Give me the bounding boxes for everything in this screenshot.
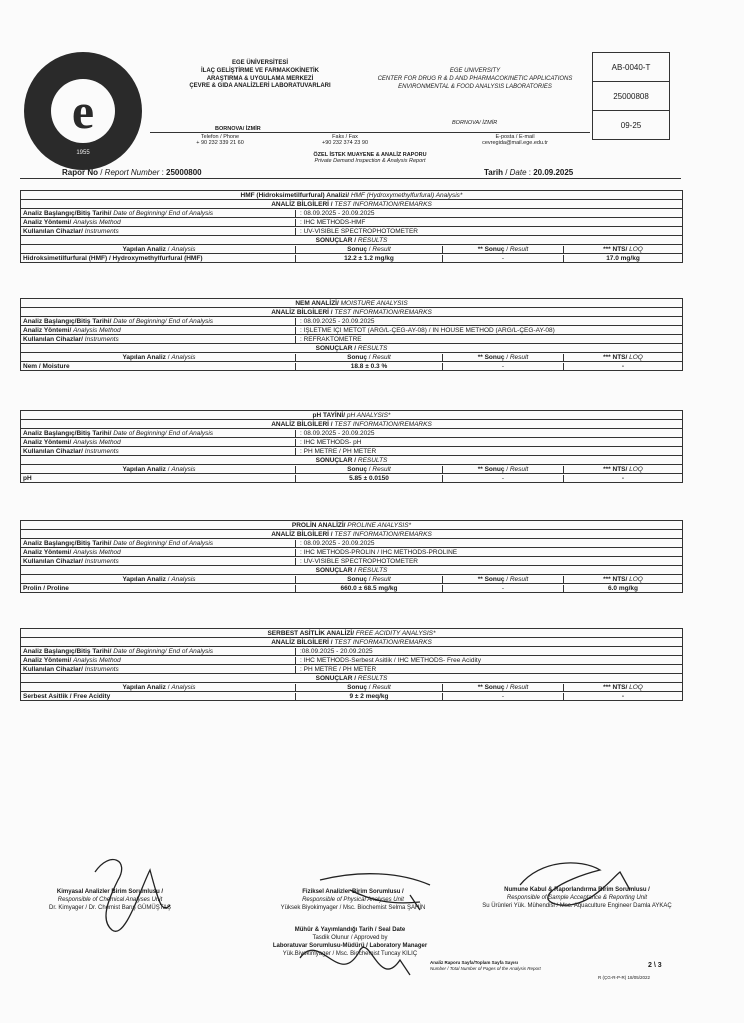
date-row: Analiz Başlangıç/Bitiş Tarihi/ Date of Beginning/ End of Analysis : 08.09.2025 - 20.09.2025 <box>21 429 682 438</box>
info-header: ANALİZ BİLGİLERİ / TEST INFORMATION/REMARKS <box>21 420 682 429</box>
page-number: 2 \ 3 <box>648 962 662 969</box>
results-column-header: Yapılan Analiz / Analysis Sonuç / Result ** Sonuç / Result *** NTS/ LOQ <box>21 575 682 584</box>
result-row: Prolin / Proline 660.0 ± 68.5 mg/kg - 6.0 mg/kg <box>21 584 682 592</box>
signature-scribble-4 <box>300 947 410 975</box>
results-header: SONUÇLAR / RESULTS <box>21 236 682 245</box>
method-row: Analiz Yöntemi/ Analysis Method : IHC METHODS-Serbest Asitlik / IHC METHODS- Free Acidity <box>21 656 682 665</box>
result-row: Serbest Asitlik / Free Acidity 9 ± 2 meq/kg - - <box>21 692 682 700</box>
report-title: ÖZEL İSTEK MUAYENE & ANALİZ RAPORU Private Demand Inspection & Analysis Report <box>313 152 427 164</box>
header-turkish: EGE ÜNİVERSİTESİ İLAÇ GELİŞTİRME VE FARMAKOKİNETİK ARAŞTIRMA & UYGULAMA MERKEZİ ÇEVRE & GIDA ANALİZLERİ LABORATUVARLARI <box>189 60 331 90</box>
city-tr: BORNOVA/ İZMİR <box>215 126 261 132</box>
method-row: Analiz Yöntemi/ Analysis Method : IHC METHODS-PROLİN / IHC METHODS-PROLINE <box>21 548 682 557</box>
section-title: SERBEST ASİTLİK ANALİZİ/ FREE ACIDITY ANALYSIS* <box>21 629 682 638</box>
signature-scribble-2 <box>320 874 430 910</box>
method-row: Analiz Yöntemi/ Analysis Method : IHC METHODS- pH <box>21 438 682 447</box>
signature-scribble-1 <box>95 860 170 932</box>
result-row: Nem / Moisture 18.8 ± 0.3 % - - <box>21 362 682 370</box>
results-column-header: Yapılan Analiz / Analysis Sonuç / Result ** Sonuç / Result *** NTS/ LOQ <box>21 353 682 362</box>
result-row: Hidroksimetilfurfural (HMF) / Hydroxymethylfurfural (HMF) 12.2 ± 1.2 mg/kg - 17.0 mg/kg <box>21 254 682 262</box>
results-header: SONUÇLAR / RESULTS <box>21 674 682 683</box>
instrument-row: Kullanılan Cihazlar/ Instruments : REFRAKTOMETRE <box>21 335 682 344</box>
form-footer-code: R (ÇG-R-P-R) 18/05/2022 <box>598 975 651 980</box>
approval-seal-text: Mühür & Yayımlandığı Tarih / Seal Date Tasdik Olunur / Approved by Laboratuvar Sorumlusu-Müdürü / Laboratory Manager Yük.Biyokimyager / Msc. Biochemist Tuncay KILIÇ <box>272 927 428 958</box>
instrument-row: Kullanılan Cihazlar/ Instruments : PH METRE / PH METER <box>21 447 682 456</box>
date-row: Analiz Başlangıç/Bitiş Tarihi/ Date of Beginning/ End of Analysis :08.09.2025 - 20.09.2025 <box>21 647 682 656</box>
info-header: ANALİZ BİLGİLERİ / TEST INFORMATION/REMARKS <box>21 638 682 647</box>
sample-code: 25000808 <box>593 82 669 111</box>
page-note: Analiz Raporu Sayfa/Toplam Sayfa Sayısı Number / Total Number of Pages of the Analysis Report <box>430 960 541 971</box>
section-title: HMF (Hidroksimetilfurfural) Analizi/ HMF (Hydroxymethylfurfural) Analysis* <box>21 191 682 200</box>
section-title: pH TAYİNİ/ pH ANALYSIS* <box>21 411 682 420</box>
report-number: Rapor No / Report Number : 25000800 <box>62 168 202 177</box>
date-row: Analiz Başlangıç/Bitiş Tarihi/ Date of Beginning/ End of Analysis : 08.09.2025 - 20.09.2025 <box>21 209 682 218</box>
results-column-header: Yapılan Analiz / Analysis Sonuç / Result ** Sonuç / Result *** NTS/ LOQ <box>21 465 682 474</box>
results-header: SONUÇLAR / RESULTS <box>21 456 682 465</box>
city-en: BORNOVA/ İZMİR <box>452 120 498 126</box>
signature-scribble-3 <box>520 863 630 905</box>
results-header: SONUÇLAR / RESULTS <box>21 566 682 575</box>
date-row: Analiz Başlangıç/Bitiş Tarihi/ Date of Beginning/ End of Analysis : 08.09.2025 - 20.09.2025 <box>21 539 682 548</box>
instrument-row: Kullanılan Cihazlar/ Instruments : UV-VISIBLE SPECTROPHOTOMETER <box>21 227 682 236</box>
results-header: SONUÇLAR / RESULTS <box>21 344 682 353</box>
date-row: Analiz Başlangıç/Bitiş Tarihi/ Date of Beginning/ End of Analysis : 08.09.2025 - 20.09.2025 <box>21 317 682 326</box>
signature-chemical: Kimyasal Analizler Birim Sorumlusu / Responsible of Chemical Analyses Unit Dr. Kimyager / Dr. Chemist Barış GÜMÜŞTAŞ <box>49 889 171 912</box>
info-header: ANALİZ BİLGİLERİ / TEST INFORMATION/REMARKS <box>21 308 682 317</box>
section-title: NEM ANALİZİ/ MOISTURE ANALYSIS <box>21 299 682 308</box>
method-row: Analiz Yöntemi/ Analysis Method : IHC METHODS-HMF <box>21 218 682 227</box>
form-code: AB-0040-T <box>593 53 669 82</box>
phone-block: Telefon / Phone + 90 232 339 21 60 <box>196 134 244 146</box>
signature-reporting: Numune Kabul & Raporlandırma Birim Sorumlusu / Responsible of Sample Acceptance & Reporting Unit Su Ürünleri Yük. Mühendisi / Msc. Aquaculture Engineer Damla AYKAÇ <box>482 887 672 910</box>
header-english: EGE UNIVERSITY CENTER FOR DRUG R & D AND PHARMACOKINETIC APPLICATIONS ENVIRONMENTAL & FOOD ANALYSIS LABORATORIES <box>377 68 573 90</box>
results-column-header: Yapılan Analiz / Analysis Sonuç / Result ** Sonuç / Result *** NTS/ LOQ <box>21 245 682 254</box>
results-column-header: Yapılan Analiz / Analysis Sonuç / Result ** Sonuç / Result *** NTS/ LOQ <box>21 683 682 692</box>
logo-year: 1955 <box>76 150 90 156</box>
report-date: Tarih / Date : 20.09.2025 <box>484 168 574 177</box>
info-header: ANALİZ BİLGİLERİ / TEST INFORMATION/REMARKS <box>21 200 682 209</box>
section-title: PROLİN ANALİZİ/ PROLINE ANALYSIS* <box>21 521 682 530</box>
instrument-row: Kullanılan Cihazlar/ Instruments : UV-VISIBLE SPECTROPHOTOMETER <box>21 557 682 566</box>
fax-block: Faks / Fax +90 232 374 23 90 <box>321 134 369 146</box>
university-logo: e 1955 <box>24 52 142 170</box>
result-row: pH 5.85 ± 0.0150 - - <box>21 474 682 482</box>
revision-code: 09-25 <box>620 120 642 130</box>
email-block: E-posta / E-mail cevregida@mail.ege.edu.tr <box>482 134 548 146</box>
info-header: ANALİZ BİLGİLERİ / TEST INFORMATION/REMARKS <box>21 530 682 539</box>
instrument-row: Kullanılan Cihazlar/ Instruments : PH METRE / PH METER <box>21 665 682 674</box>
method-row: Analiz Yöntemi/ Analysis Method : İŞLETME İÇİ METOT (ARG/L-ÇEG-AY-08) / IN HOUSE METHOD (ARG/L-ÇEG-AY-08) <box>21 326 682 335</box>
signature-physical: Fiziksel Analizler Birim Sorumlusu / Responsible of Physical Analyses Unit Yüksek Biyokimyager / Msc. Biochemist Selma ŞAHİN <box>280 889 426 912</box>
